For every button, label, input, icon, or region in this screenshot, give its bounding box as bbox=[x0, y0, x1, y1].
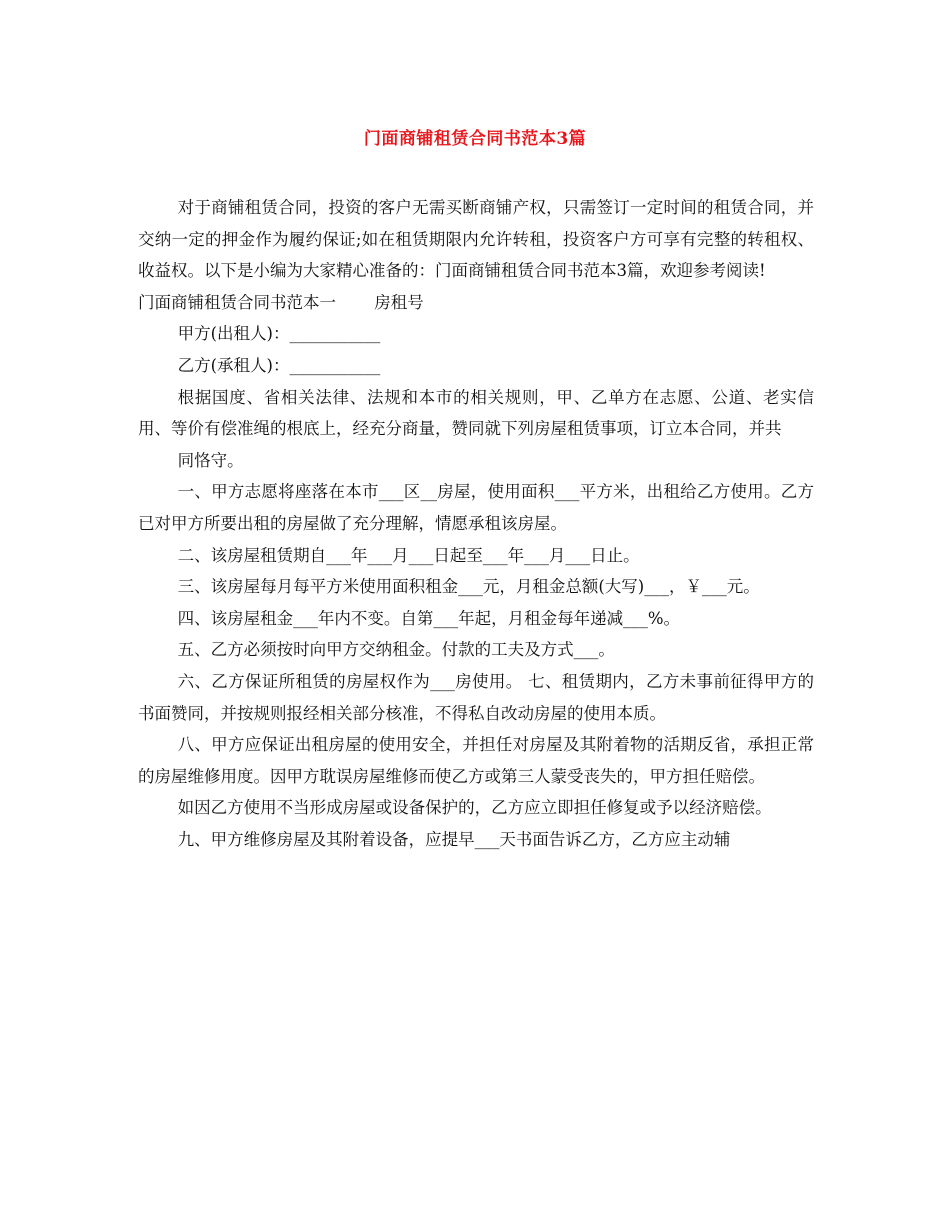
paragraph: 根据国度、省相关法律、法规和本市的相关规则，甲、乙单方在志愿、公道、老实信用、等价有偿准绳的根底上，经充分商量，赞同就下列房屋租赁事项，订立本合同，并共 bbox=[138, 387, 814, 439]
document-title: 门面商铺租赁合同书范本3篇 bbox=[363, 129, 587, 149]
paragraph: 乙方(承租人)：___________ bbox=[177, 355, 381, 375]
paragraph: 门面商铺租赁合同书范本一 房租号 bbox=[138, 292, 424, 312]
paragraph: 同恪守。 bbox=[177, 450, 244, 470]
paragraph: 对于商铺租赁合同，投资的客户无需买断商铺产权，只需签订一定时间的租赁合同，并交纳一定的押金作为履约保证;如在租赁期限内允许转租，投资客户方可享有完整的转租权、收益权。以下是小编为大家精心准备的：门面商铺租赁合同书范本3篇，欢迎参考阅读! bbox=[138, 198, 814, 281]
paragraph: 三、该房屋每月每平方米使用面积租金___元，月租金总额(大写)___，￥___元。 bbox=[177, 577, 760, 597]
paragraph: 二、该房屋租赁期自___年___月___日起至___年___月___日止。 bbox=[177, 545, 640, 565]
paragraph: 六、乙方保证所租赁的房屋权作为___房使用。 七、租赁期内，乙方未事前征得甲方的书面赞同，并按规则报经相关部分核准，不得私自改动房屋的使用本质。 bbox=[138, 671, 814, 723]
paragraph: 九、甲方维修房屋及其附着设备，应提早___天书面告诉乙方，乙方应主动辅 bbox=[177, 829, 731, 849]
paragraph: 甲方(出租人)：___________ bbox=[177, 324, 381, 344]
paragraph: 一、甲方志愿将座落在本市___区__房屋，使用面积___平方米，出租给乙方使用。乙方已对甲方所要出租的房屋做了充分理解，情愿承租该房屋。 bbox=[138, 482, 814, 533]
paragraph: 四、该房屋租金___年内不变。自第___年起，月租金每年递减___%。 bbox=[177, 608, 681, 628]
paragraph: 如因乙方使用不当形成房屋或设备保护的，乙方应立即担任修复或予以经济赔偿。 bbox=[177, 798, 772, 818]
paragraph: 五、乙方必须按时向甲方交纳租金。付款的工夫及方式___。 bbox=[177, 640, 615, 660]
paragraph: 八、甲方应保证出租房屋的使用安全，并担任对房屋及其附着物的活期反省，承担正常的房屋维修用度。因甲方耽误房屋维修而使乙方或第三人蒙受丧失的，甲方担任赔偿。 bbox=[138, 735, 814, 786]
document-body bbox=[138, 192, 814, 855]
